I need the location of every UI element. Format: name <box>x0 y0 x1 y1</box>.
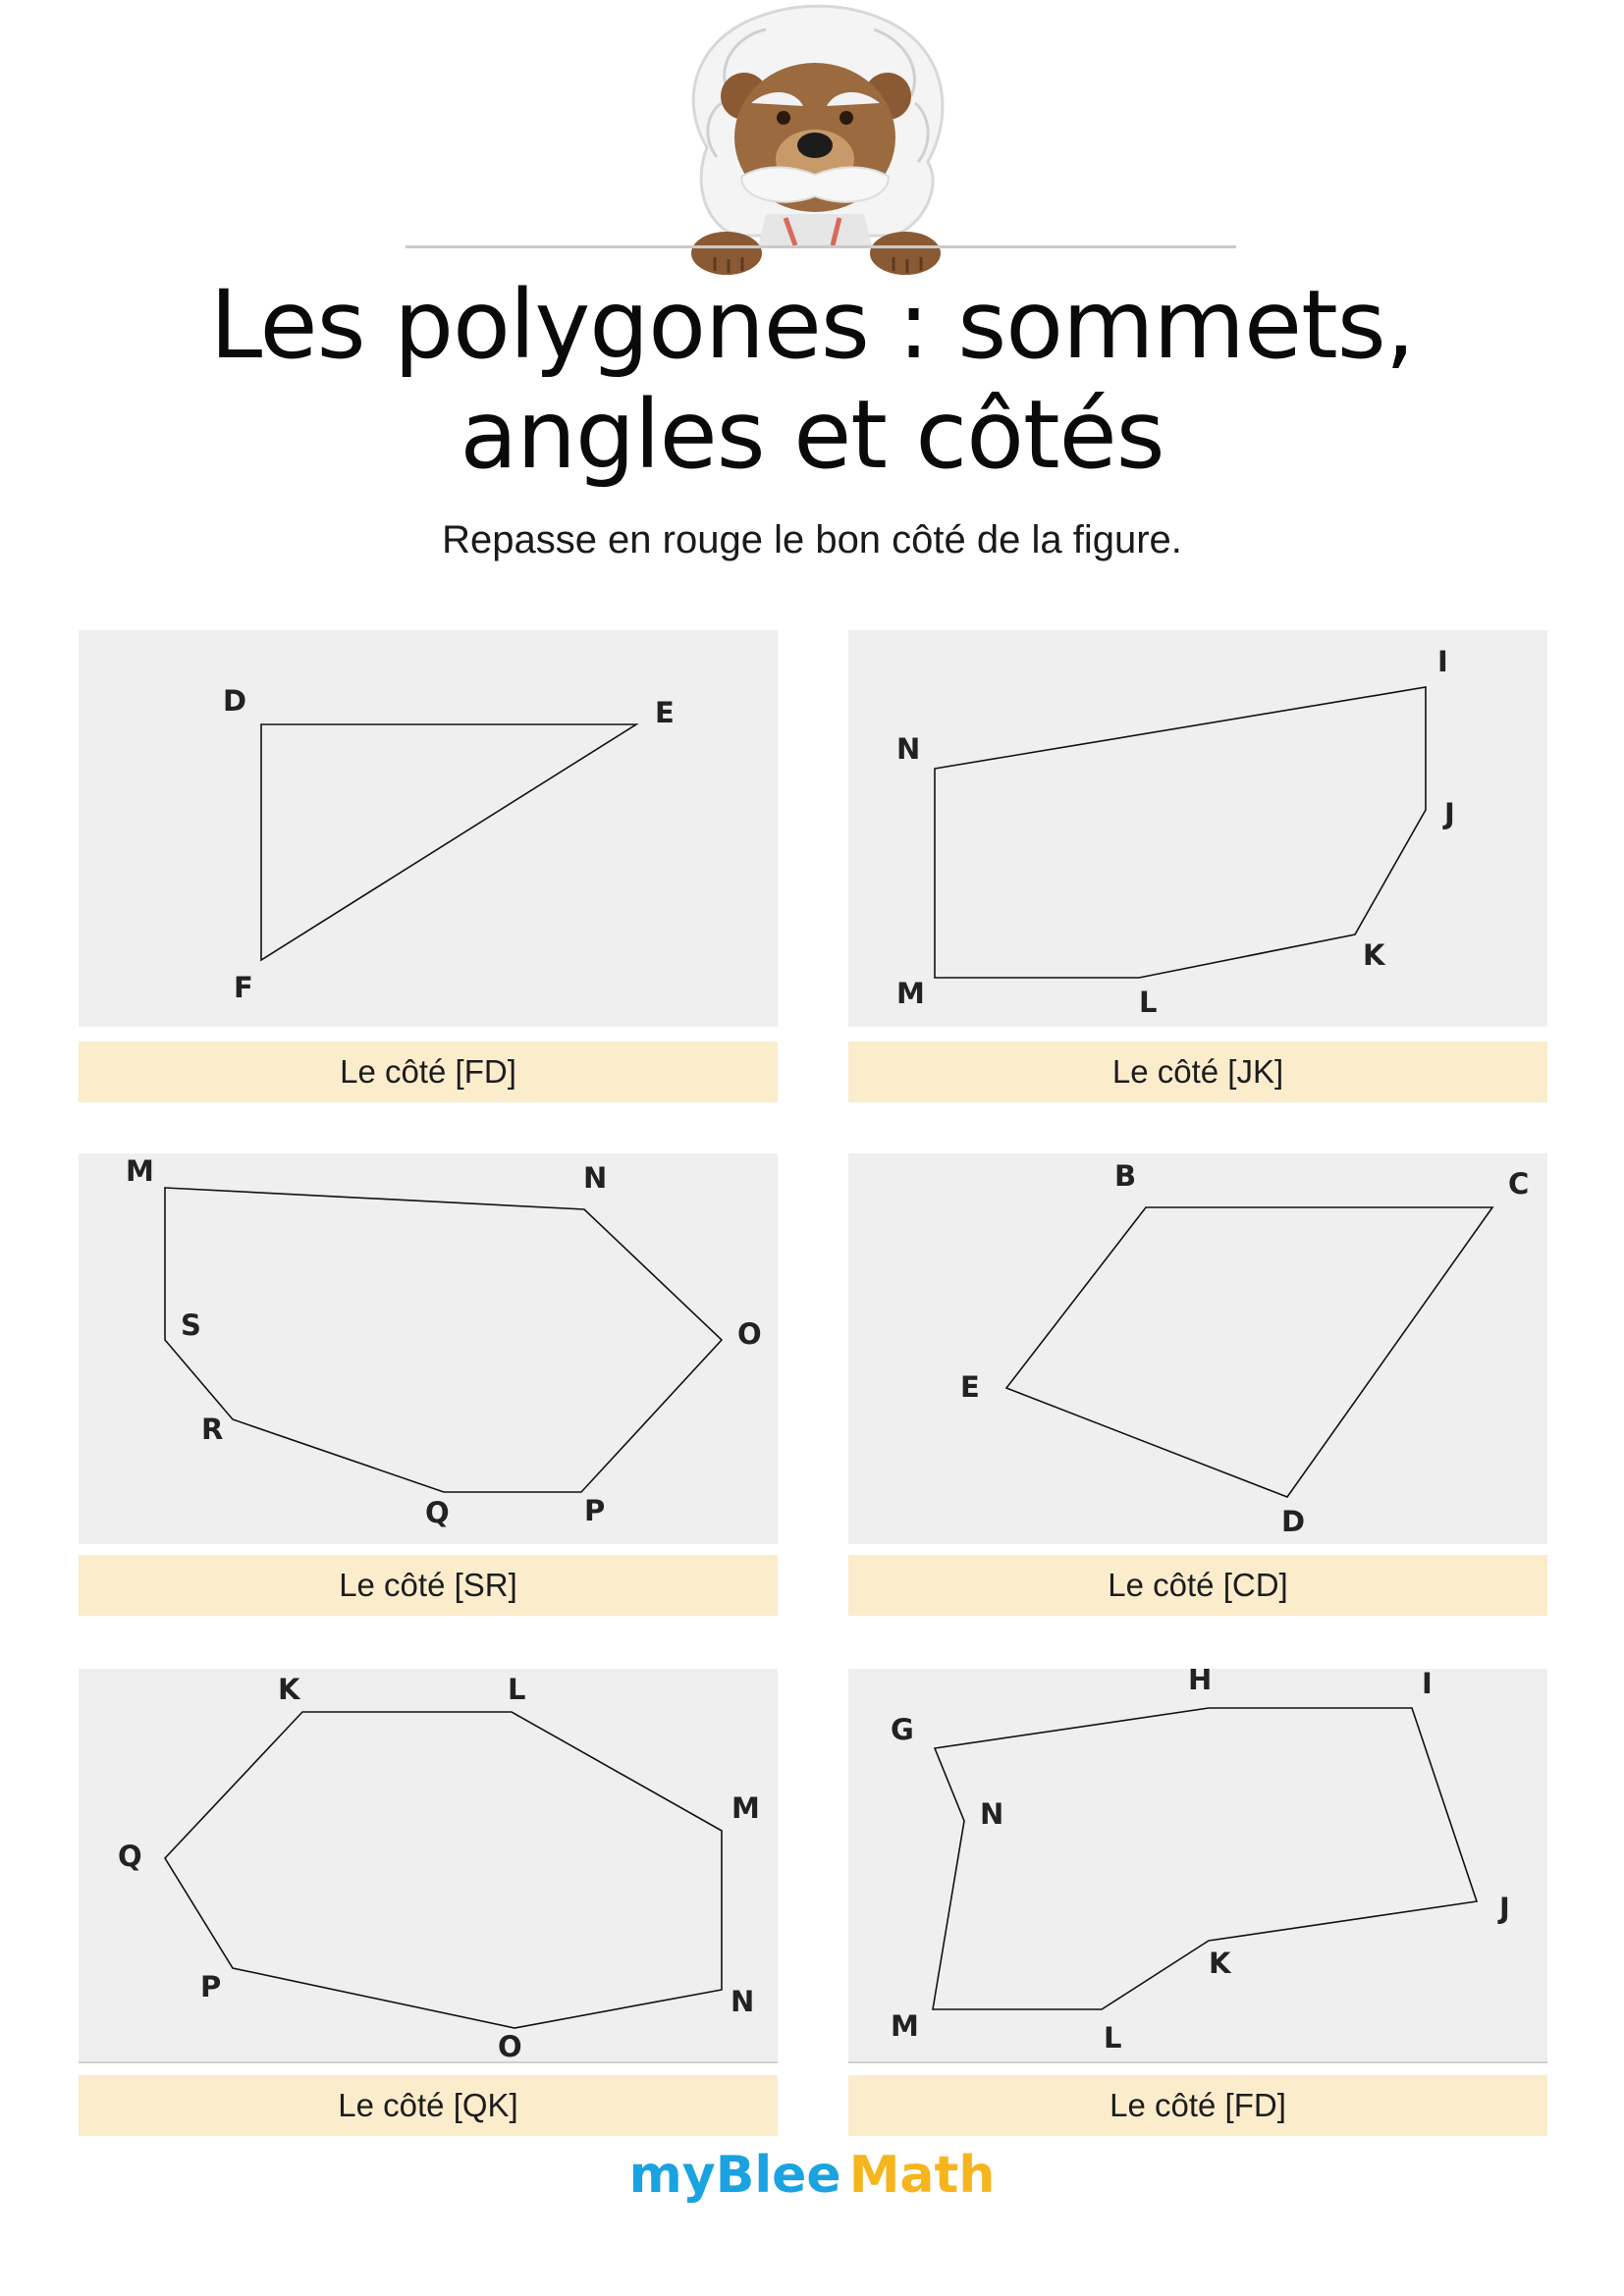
vertex-label: L <box>508 1673 526 1706</box>
polygon-figure-heptagon <box>79 1153 778 1544</box>
vertex-label: D <box>1281 1505 1306 1538</box>
polygon-triangle <box>261 724 636 960</box>
vertex-label: M <box>126 1154 154 1188</box>
polygon-heptagon-2 <box>165 1712 722 2028</box>
vertex-label: L <box>1139 986 1158 1019</box>
vertex-label: I <box>1422 1669 1433 1700</box>
exercise-figure-6 <box>848 1669 1547 2063</box>
exercise-figure-2 <box>848 630 1547 1027</box>
vertex-label: F <box>234 971 253 1004</box>
vertex-label: J <box>1499 1892 1510 1925</box>
vertex-label: D <box>223 684 247 718</box>
vertex-label: C <box>1508 1167 1530 1201</box>
vertex-label: I <box>1437 645 1448 678</box>
vertex-label: L <box>1104 2021 1122 2055</box>
page-title <box>0 270 1624 490</box>
brand-logo <box>0 2146 1624 2205</box>
page-title-line-1: Les polygones : sommets, <box>209 270 1415 380</box>
exercise-caption-4: Le côté [CD] <box>848 1555 1547 1616</box>
vertex-label: O <box>737 1317 762 1351</box>
vertex-label: O <box>498 2030 522 2061</box>
vertex-label: M <box>731 1791 760 1825</box>
vertex-label: K <box>1209 1947 1231 1980</box>
polygon-heptagon <box>165 1188 722 1492</box>
exercise-caption-3: Le côté [SR] <box>79 1555 778 1616</box>
exercise-caption-1: Le côté [FD] <box>79 1041 778 1102</box>
vertex-label: S <box>181 1308 201 1342</box>
page-title-line-2: angles et côtés <box>460 380 1164 490</box>
polygon-figure-heptagon-2 <box>79 1669 778 2061</box>
vertex-label: P <box>584 1494 606 1527</box>
exercise-caption-5: Le côté [QK] <box>79 2075 778 2136</box>
vertex-label: K <box>1363 938 1385 972</box>
exercise-figure-4 <box>848 1153 1547 1544</box>
exercise-figure-5 <box>79 1669 778 2063</box>
polygon-figure-hexagon <box>848 630 1547 1027</box>
vertex-label: Q <box>425 1496 450 1529</box>
vertex-label: N <box>583 1161 608 1195</box>
vertex-label: M <box>891 2009 919 2043</box>
vertex-label: G <box>891 1713 914 1746</box>
vertex-label: N <box>896 732 921 766</box>
logo-part-blee: Blee <box>715 2146 841 2205</box>
vertex-label: Q <box>118 1840 142 1873</box>
exercise-figure-3 <box>79 1153 778 1544</box>
vertex-label: J <box>1444 797 1455 830</box>
vertex-label: K <box>278 1673 300 1706</box>
vertex-label: H <box>1188 1669 1213 1696</box>
vertex-label: E <box>960 1370 980 1404</box>
polygon-octagon <box>933 1708 1477 2009</box>
vertex-label: B <box>1114 1159 1137 1193</box>
exercise-figure-1 <box>79 630 778 1027</box>
vertex-label: M <box>896 977 925 1010</box>
logo-part-my: my <box>628 2146 716 2205</box>
header-divider <box>406 245 1236 248</box>
vertex-label: N <box>980 1797 1004 1831</box>
vertex-label: E <box>655 696 675 729</box>
exercise-caption-6: Le côté [FD] <box>848 2075 1547 2136</box>
exercise-caption-2: Le côté [JK] <box>848 1041 1547 1102</box>
vertex-label: R <box>201 1413 224 1446</box>
mascot-bear-illustration <box>648 0 982 280</box>
logo-part-math: Math <box>848 2146 996 2205</box>
vertex-label: P <box>200 1970 222 2003</box>
polygon-figure-triangle <box>79 630 778 1027</box>
vertex-label: N <box>731 1985 755 2018</box>
instruction-text: Repasse en rouge le bon côté de la figure. <box>442 518 1182 561</box>
polygon-figure-octagon <box>848 1669 1547 2061</box>
polygon-hexagon <box>935 687 1426 978</box>
polygon-quadrilateral <box>1006 1207 1492 1497</box>
polygon-figure-quadrilateral <box>848 1153 1547 1544</box>
